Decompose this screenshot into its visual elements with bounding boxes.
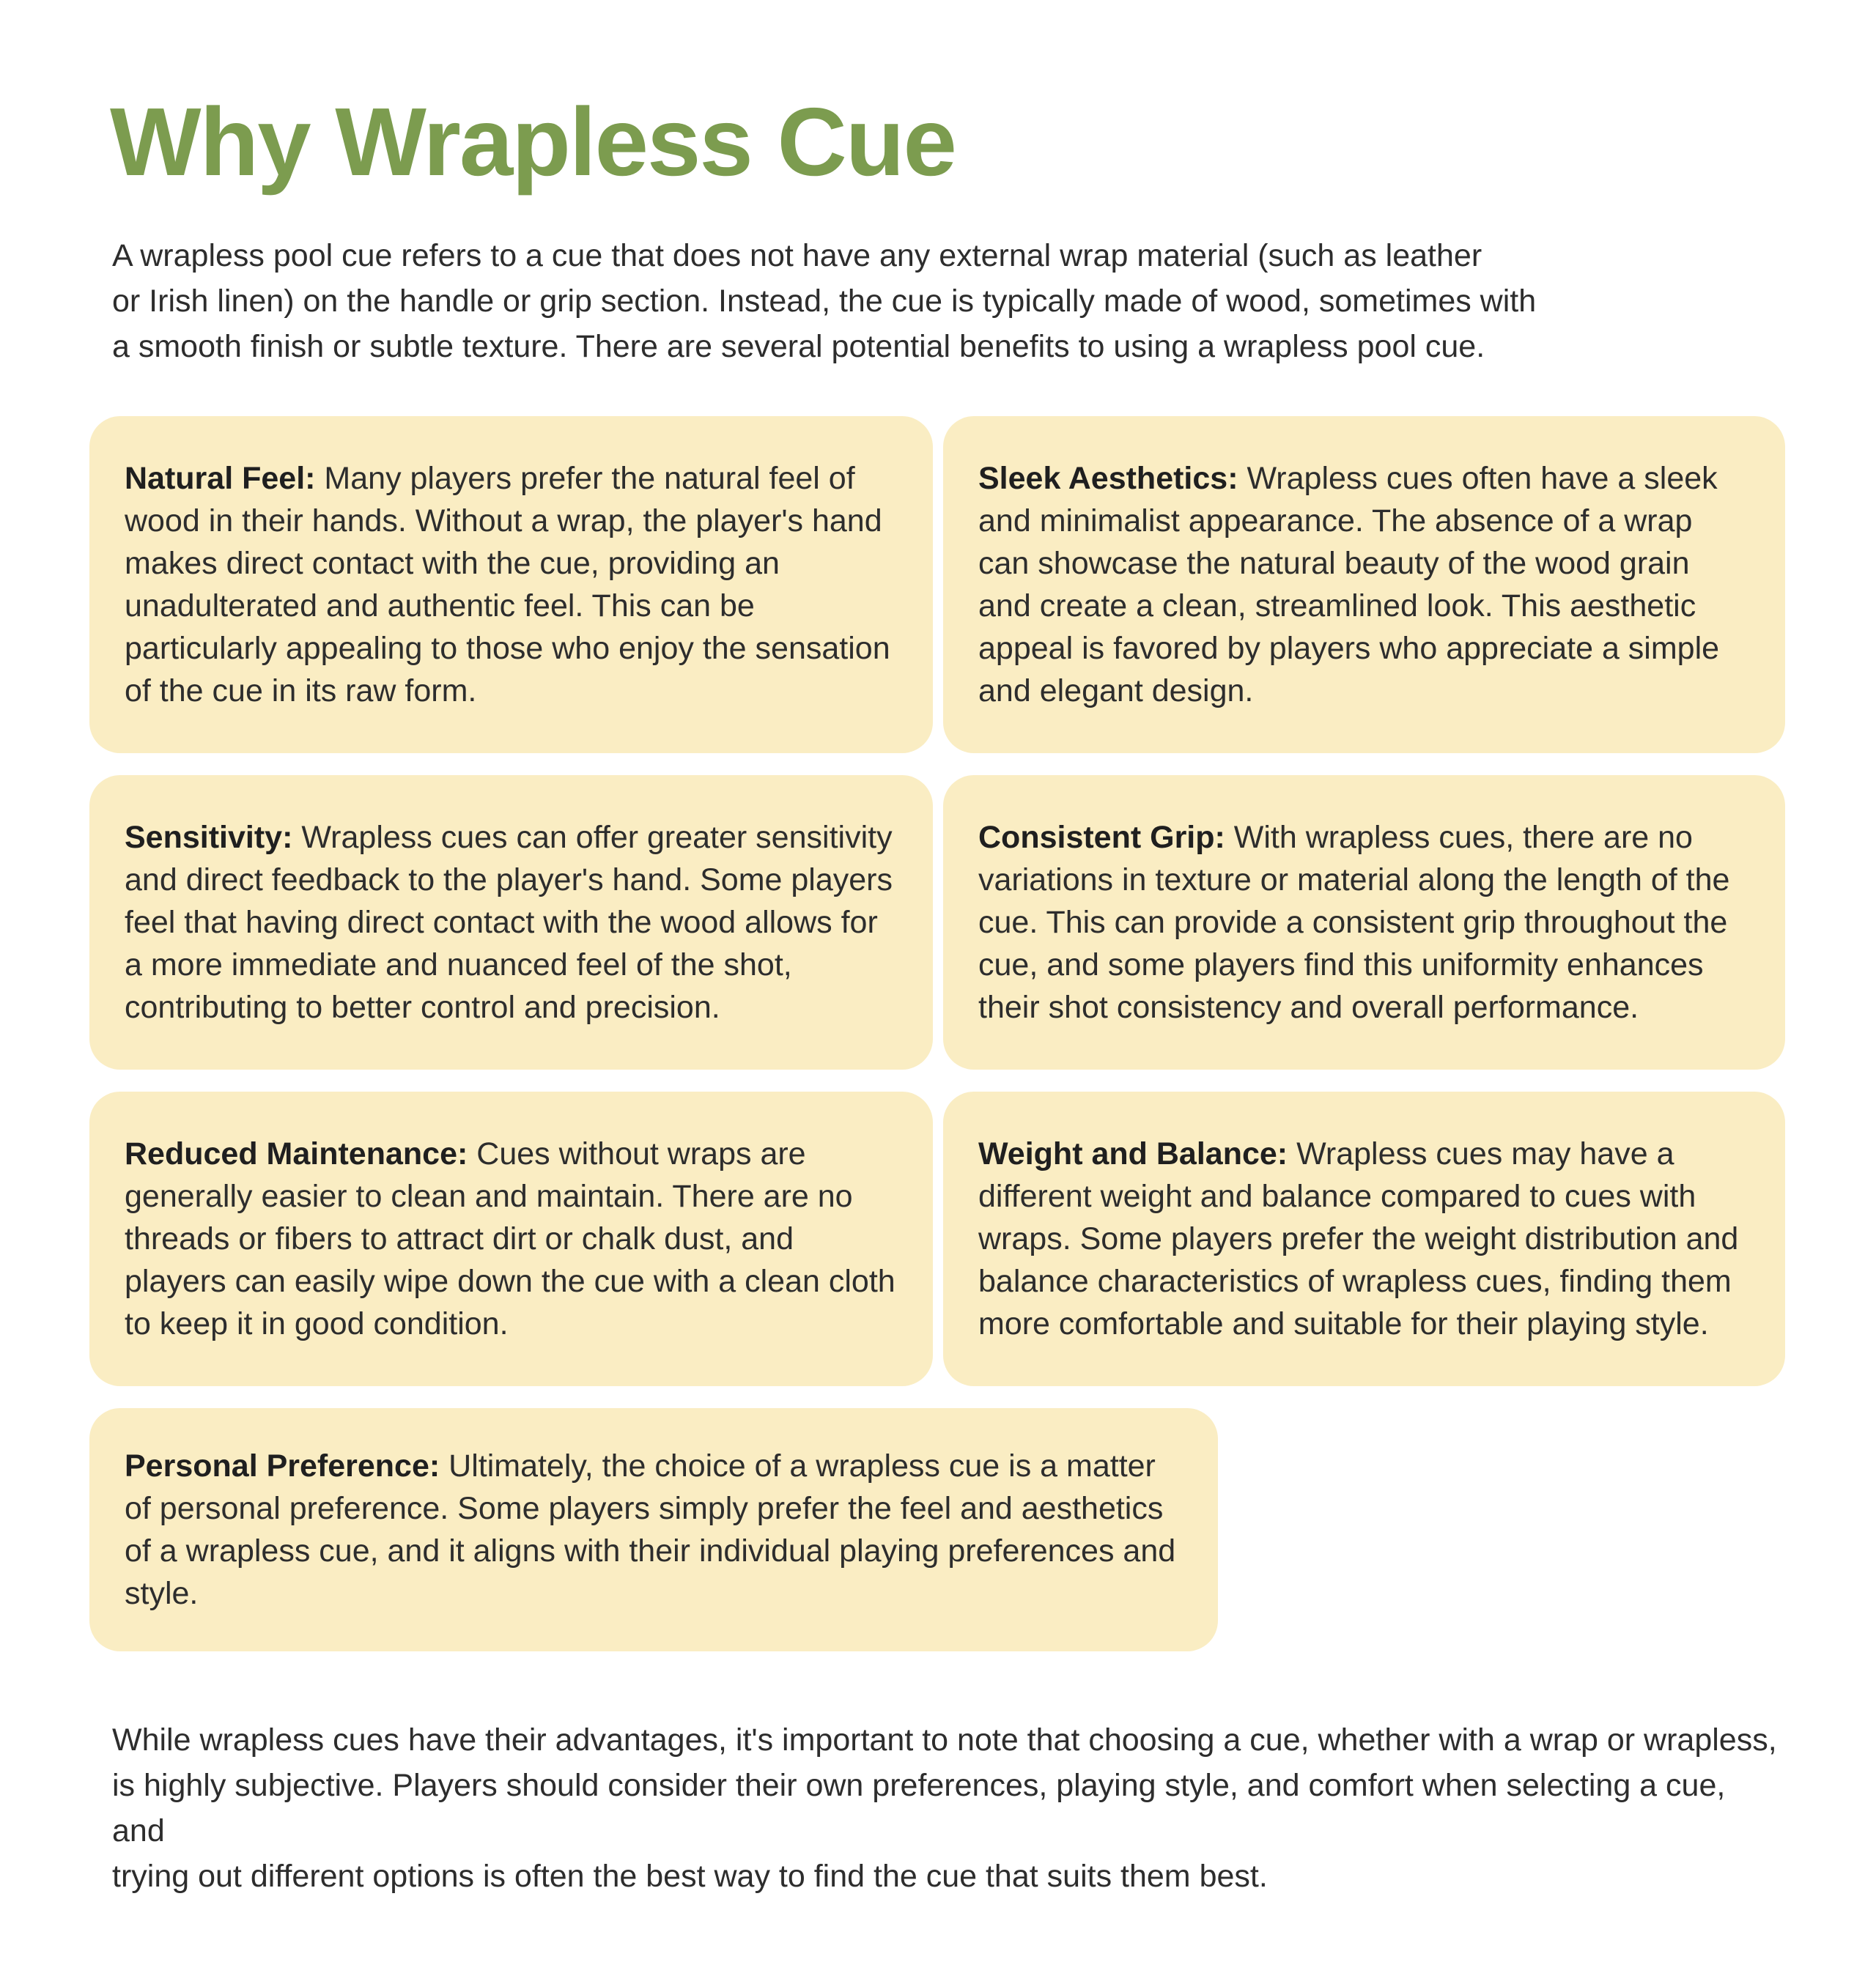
- benefit-card-title: Natural Feel:: [125, 460, 316, 496]
- benefit-card-body: Cues without wraps are generally easier to clean and maintain. There are no threads or fibers to attract dirt or chalk dust, and players can easily wipe down the cue with a clean cloth to keep it in good condition.: [125, 1136, 895, 1341]
- benefit-card-body: Ultimately, the choice of a wrapless cue is a matter of personal preference. Some players simply prefer the feel and aesthetics of a wrapless cue, and it aligns with their individual playing preferences and style.: [125, 1448, 1176, 1611]
- benefit-card-title: Sensitivity:: [125, 819, 293, 855]
- benefit-card-title: Reduced Maintenance:: [125, 1136, 468, 1171]
- benefit-card-weight-and-balance: [943, 1092, 1785, 1386]
- page-title: Why Wrapless Cue: [110, 88, 956, 196]
- benefit-card-text: [978, 816, 1750, 1029]
- benefit-card-consistent-grip: [943, 775, 1785, 1070]
- benefit-card-text: [978, 1133, 1750, 1345]
- benefit-card-reduced-maintenance: [89, 1092, 933, 1386]
- benefit-card-body: Wrapless cues can offer greater sensitivity and direct feedback to the player's hand. Some players feel that having direct contact with the wood allows for a more immediate and nuanced feel of the shot, contributing to better control and precision.: [125, 819, 893, 1025]
- benefit-card-body: With wrapless cues, there are no variations in texture or material along the length of the cue. This can provide a consistent grip throughout the cue, and some players find this uniformity enhances their shot consistency and overall performance.: [978, 819, 1730, 1025]
- benefit-card-sensitivity: [89, 775, 933, 1070]
- document-page: [0, 86, 1876, 1899]
- closing-paragraph: [112, 1717, 1784, 1899]
- closing-line: trying out different options is often the best way to find the cue that suits them best.: [112, 1858, 1268, 1894]
- benefit-card-body: Wrapless cues often have a sleek and minimalist appearance. The absence of a wrap can showcase the natural beauty of the wood grain and create a clean, streamlined look. This aesthetic appeal is favored by players who appreciate a simple and elegant design.: [978, 460, 1720, 708]
- benefit-cards-grid: [89, 416, 1876, 1386]
- benefit-card-text: [125, 1133, 898, 1345]
- benefit-card-title: Personal Preference:: [125, 1448, 440, 1484]
- closing-line: While wrapless cues have their advantages, it's important to note that choosing a cue, whether with a wrap or wrapless,: [112, 1722, 1777, 1758]
- benefit-card-natural-feel: [89, 416, 933, 753]
- intro-paragraph: [112, 233, 1876, 369]
- benefit-card-title: Weight and Balance:: [978, 1136, 1288, 1171]
- benefit-card-text: [978, 457, 1750, 712]
- benefit-card-title: Consistent Grip:: [978, 819, 1225, 855]
- benefit-card-sleek-aesthetics: [943, 416, 1785, 753]
- benefit-card-title: Sleek Aesthetics:: [978, 460, 1238, 496]
- intro-line: or Irish linen) on the handle or grip section. Instead, the cue is typically made of wood, sometimes with: [112, 283, 1537, 319]
- benefit-card-personal-preference: [89, 1408, 1218, 1651]
- closing-line: is highly subjective. Players should consider their own preferences, playing style, and comfort when selecting a cue, and: [112, 1767, 1726, 1848]
- benefit-card-text: [125, 1445, 1183, 1615]
- benefit-card-text: [125, 816, 898, 1029]
- benefit-card-text: [125, 457, 898, 712]
- intro-line: A wrapless pool cue refers to a cue that does not have any external wrap material (such as leather: [112, 237, 1482, 273]
- benefit-card-body: Wrapless cues may have a different weight and balance compared to cues with wraps. Some players prefer the weight distribution and balance characteristics of wrapless cues, finding them more comfortable and suitable for their playing style.: [978, 1136, 1739, 1341]
- intro-line: a smooth finish or subtle texture. There are several potential benefits to using a wrapless pool cue.: [112, 328, 1485, 364]
- benefit-card-body: Many players prefer the natural feel of wood in their hands. Without a wrap, the player's hand makes direct contact with the cue, providing an unadulterated and authentic feel. This can be particularly appealing to those who enjoy the sensation of the cue in its raw form.: [125, 460, 890, 708]
